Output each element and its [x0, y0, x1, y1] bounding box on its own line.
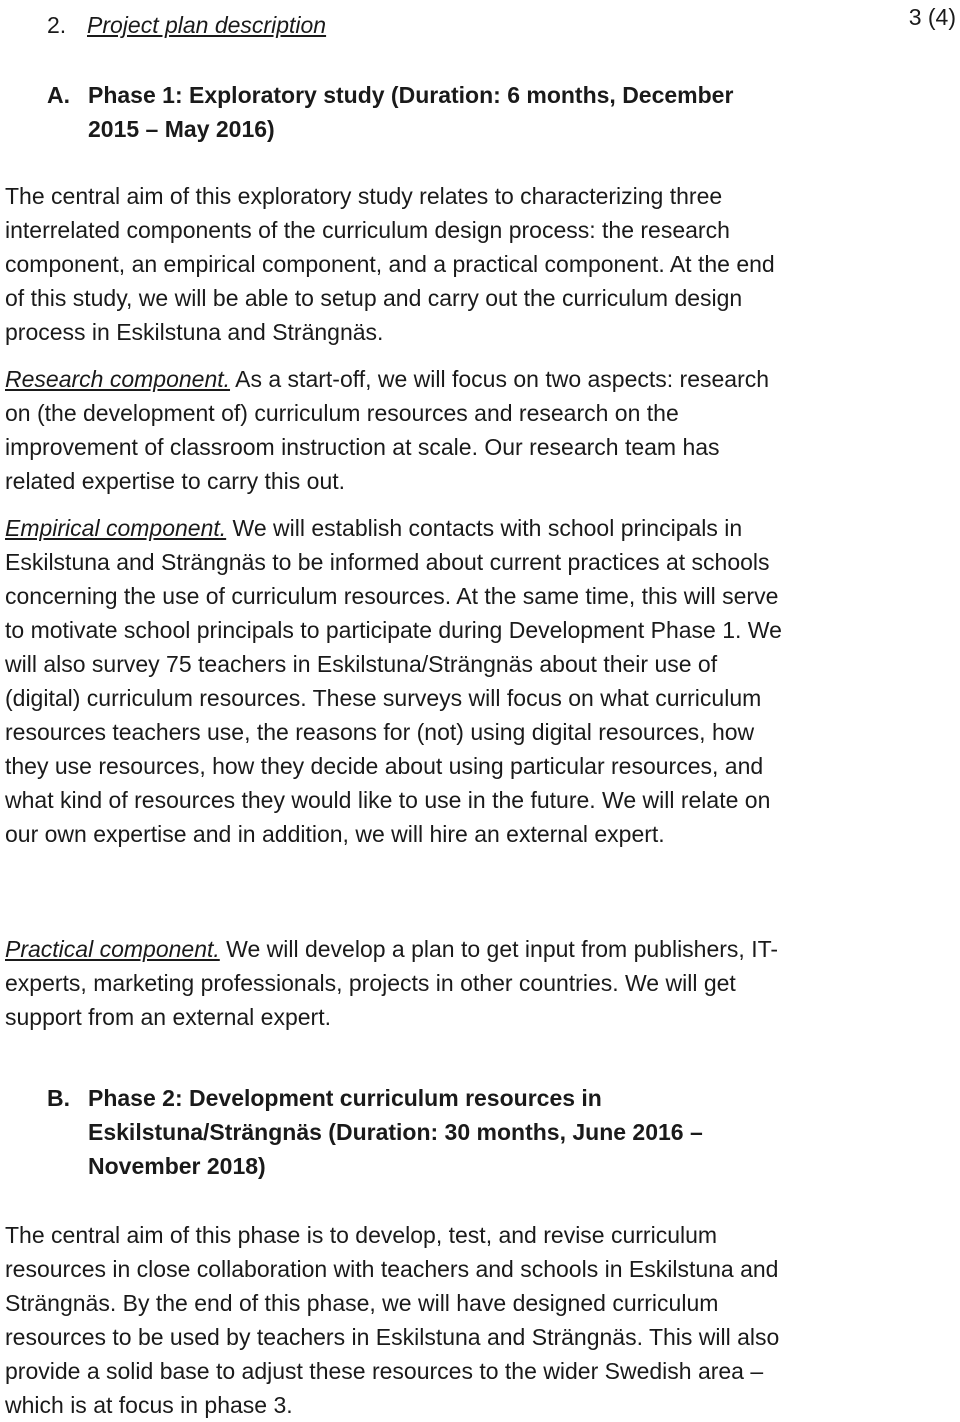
empirical-component-paragraph: [5, 511, 795, 851]
empirical-component-label: Empirical component.: [5, 515, 227, 541]
phase-a-letter: A.: [47, 82, 70, 108]
phase-a-heading: [47, 78, 767, 146]
research-component-paragraph: [5, 362, 795, 498]
page-number: 3 (4): [908, 4, 956, 30]
phase-b-heading: [47, 1081, 767, 1183]
phase-a-intro: The central aim of this exploratory study relates to characterizing three interrelated components of the curriculum design process: the research component, an empirical component, and a practical component. At the end of this study, we will be able to setup and carry out the curriculum design process in Eskilstuna and Strängnäs.: [5, 183, 775, 345]
phase-b-title: Phase 2: Development curriculum resources in Eskilstuna/Strängnäs (Duration: 30 months, June 2016 – November 2018): [88, 1085, 703, 1179]
phase-b-letter: B.: [47, 1085, 70, 1111]
practical-component-text: We will develop a plan to get input from publishers, IT-experts, marketing professionals, projects in other countries. We will get support from an external expert.: [5, 936, 779, 1030]
section-number: 2.: [47, 12, 67, 38]
phase-a-title: Phase 1: Exploratory study (Duration: 6 months, December 2015 – May 2016): [88, 82, 734, 142]
practical-component-paragraph: [5, 932, 795, 1034]
research-component-text: As a start-off, we will focus on two aspects: research on (the development of) curriculum resources and research on the improvement of classroom instruction at scale. Our research team has related expertise to carry this out.: [5, 366, 770, 494]
section-title: Project plan description: [87, 12, 327, 38]
research-component-label: Research component.: [5, 366, 231, 392]
section-heading: [47, 10, 326, 40]
practical-component-label: Practical component.: [5, 936, 220, 962]
empirical-component-text: We will establish contacts with school principals in Eskilstuna and Strängnäs to be informed about current practices at schools concerning the use of curriculum resources. At the same time, this will serve to motivate school principals to participate during Development Phase 1. We will also survey 75 teachers in Eskilstuna/Strängnäs about their use of (digital) curriculum resources. These surveys will focus on what curriculum resources teachers use, the reasons for (not) using digital resources, how they use resources, how they decide about using particular resources, and what kind of resources they would like to use in the future. We will relate on our own expertise and in addition, we will hire an external expert.: [5, 515, 782, 847]
phase-b-intro: The central aim of this phase is to develop, test, and revise curriculum resources in close collaboration with teachers and schools in Eskilstuna and Strängnäs. By the end of this phase, we will have designed curriculum resources to be used by teachers in Eskilstuna and Strängnäs. This will also provide a solid base to adjust these resources to the wider Swedish area – which is at focus in phase 3.: [5, 1222, 780, 1418]
